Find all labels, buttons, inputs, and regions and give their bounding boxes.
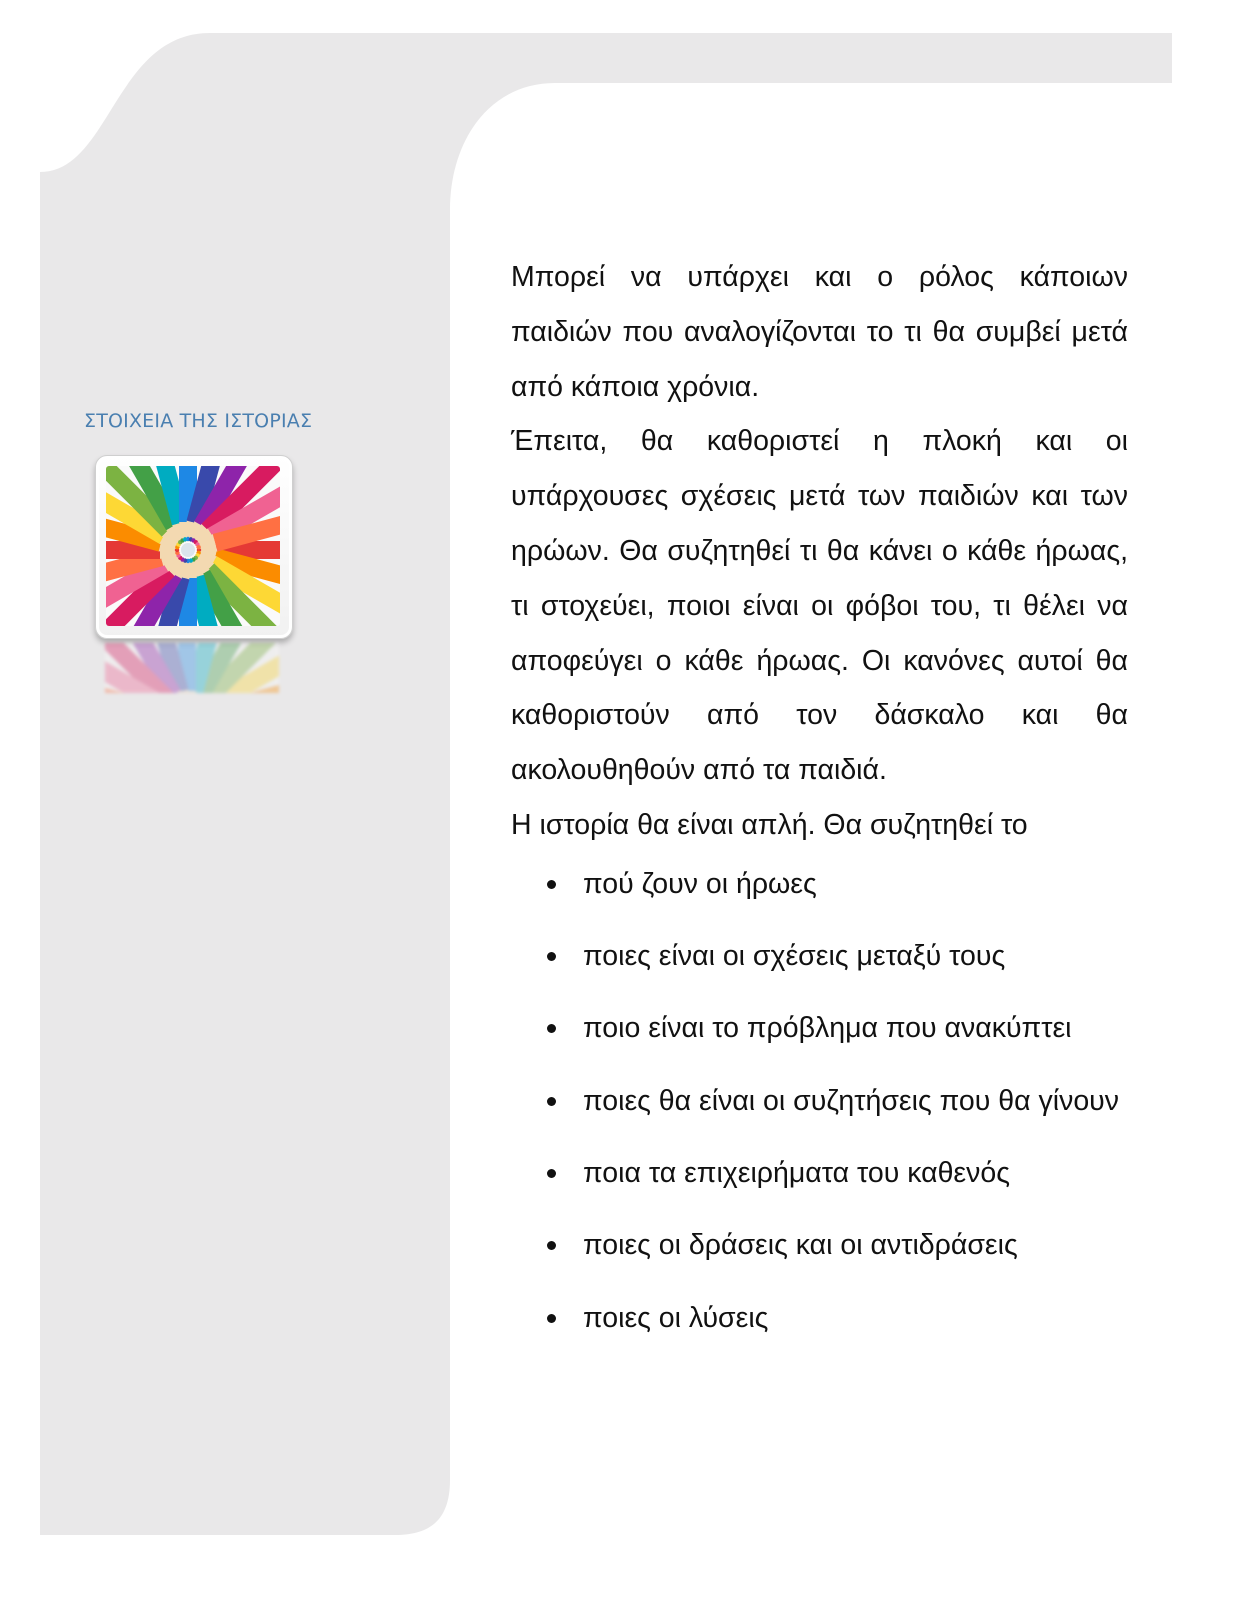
image-frame — [95, 455, 293, 639]
bullet-icon — [547, 1314, 556, 1323]
bullet-icon — [547, 1097, 556, 1106]
bullet-icon — [547, 1169, 556, 1178]
main-content — [511, 250, 1128, 1363]
paragraph: Έπειτα, θα καθοριστεί η πλοκή και οι υπάρχουσες σχέσεις μετά των παιδιών και των ηρώων. Θα συζητηθεί τι θα κάνει ο κάθε ήρωας, τι στοχεύει, ποιοι είναι οι φόβοι του, τι θέλει να αποφεύγει ο κάθε ήρωας. Οι κανόνες αυτοί θα καθοριστούν από τον δάσκαλο και θα ακολουθηθούν από τα παιδιά. — [511, 425, 1128, 787]
image-reflection — [95, 643, 291, 693]
list-item-text: ποιο είναι το πρόβλημα που ανακύπτει — [583, 1012, 1072, 1045]
bullet-icon — [547, 1024, 556, 1033]
list-item-text: πού ζουν οι ήρωες — [583, 867, 817, 900]
paragraph: Η ιστορία θα είναι απλή. Θα συζητηθεί το — [511, 808, 1028, 841]
list-item-text: ποιες οι λύσεις — [583, 1301, 769, 1334]
bullet-icon — [547, 1241, 556, 1250]
list-item — [511, 1291, 1128, 1346]
paragraph: Μπορεί να υπάρχει και ο ρόλος κάποιων παιδιών που αναλογίζονται το τι θα συμβεί μετά από κάποια χρόνια. — [511, 261, 1128, 403]
list-item — [511, 1218, 1128, 1273]
list-item-text: ποιες είναι οι σχέσεις μεταξύ τους — [583, 940, 1006, 973]
colored-pencils-image — [95, 455, 291, 693]
list-item — [511, 1001, 1128, 1056]
list-item-text: ποια τα επιχειρήματα του καθενός — [583, 1156, 1010, 1189]
list-item — [511, 1146, 1128, 1201]
colored-pencils-icon — [106, 466, 280, 626]
bullet-list — [511, 857, 1128, 1346]
list-item-text: ποιες θα είναι οι συζητήσεις που θα γίνουν — [583, 1084, 1120, 1117]
section-heading: ΣΤΟΙΧΕΙΑ ΤΗΣ ΙΣΤΟΡΙΑΣ — [84, 410, 313, 432]
list-item-text: ποιες οι δράσεις και οι αντιδράσεις — [583, 1229, 1018, 1262]
list-item — [511, 929, 1128, 984]
list-item — [511, 1074, 1128, 1129]
bullet-icon — [547, 880, 556, 889]
pencils-reflection — [105, 643, 279, 693]
bullet-icon — [547, 952, 556, 961]
list-item — [511, 857, 1128, 912]
